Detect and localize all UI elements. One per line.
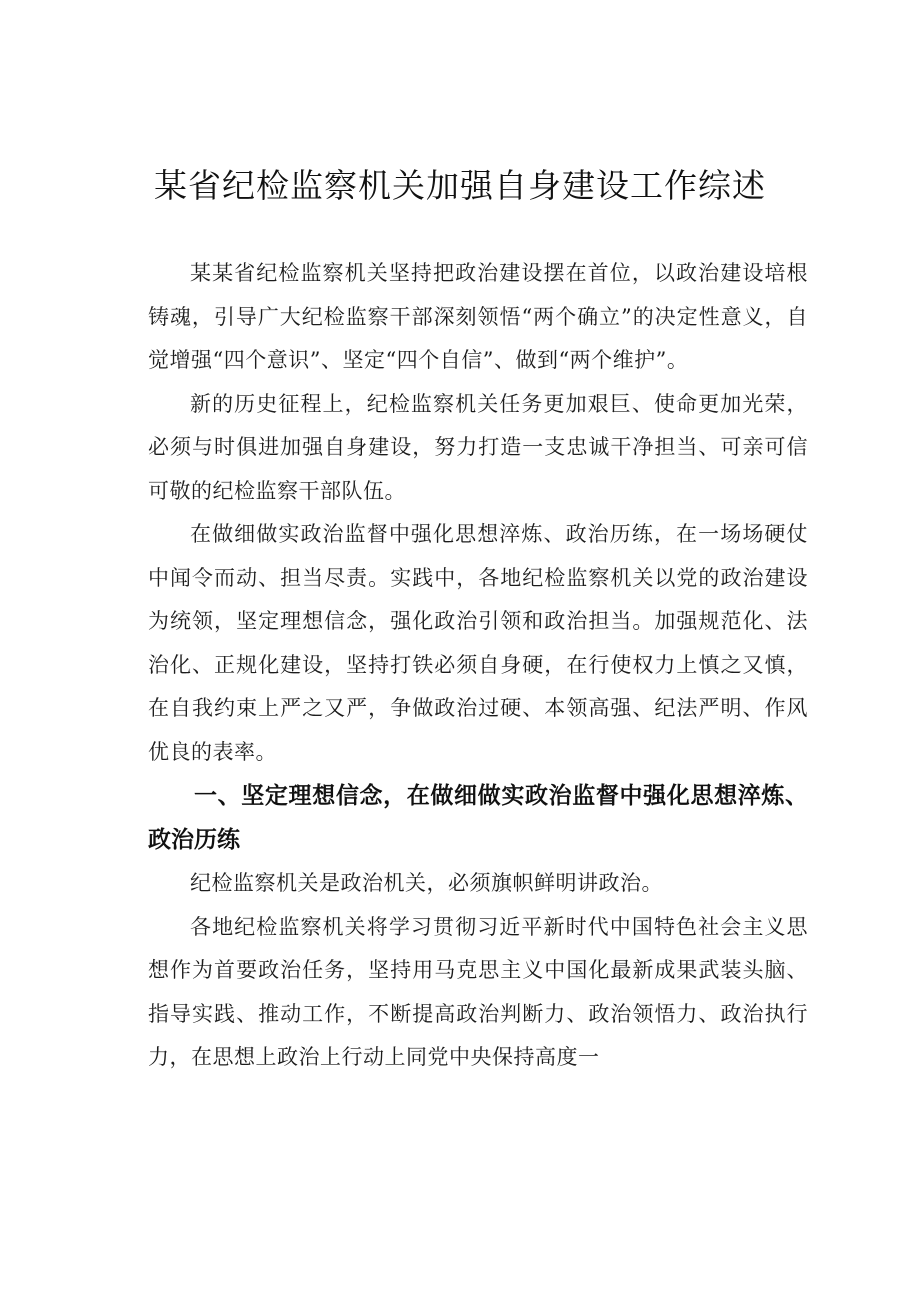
paragraph-practice: 在做细做实政治监督中强化思想淬炼、政治历练，在一场场硬仗中闻令而动、担当尽责。实践中，各地纪检监察机关以党的政治建设为统领，坚定理想信念，强化政治引领和政治担当。加强规范化、法治化、正规化建设，坚持打铁必须自身硬，在行使权力上慎之又慎，在自我约束上严之又严，争做政治过硬、本领高强、纪法严明、作风优良的表率。 bbox=[148, 522, 808, 764]
section-1-paragraph: 各地纪检监察机关将学习贯彻习近平新时代中国特色社会主义思想作为首要政治任务，坚持用马克思主义中国化最新成果武装头脑、指导实践、推动工作，不断提高政治判断力、政治领悟力、政治执行力，在思想上政治上行动上同党中央保持高度一 bbox=[148, 914, 808, 1069]
document-title: 某省纪检监察机关加强自身建设工作综述 bbox=[154, 166, 766, 205]
section-1-paragraph: 纪检监察机关是政治机关，必须旗帜鲜明讲政治。 bbox=[190, 871, 663, 895]
paragraph-intro: 某某省纪检监察机关坚持把政治建设摆在首位，以政治建设培根铸魂，引导广大纪检监察干部深刻领悟“两个确立”的决定性意义，自觉增强“四个意识”、坚定“四个自信”、做到“两个维护”。 bbox=[148, 261, 808, 372]
document-body bbox=[148, 252, 808, 1080]
section-heading-1: 一、坚定理想信念，在做细做实政治监督中强化思想淬炼、政治历练 bbox=[148, 783, 808, 853]
paragraph-new-journey: 新的历史征程上，纪检监察机关任务更加艰巨、使命更加光荣，必须与时俱进加强自身建设，努力打造一支忠诚干净担当、可亲可信可敬的纪检监察干部队伍。 bbox=[148, 391, 808, 503]
